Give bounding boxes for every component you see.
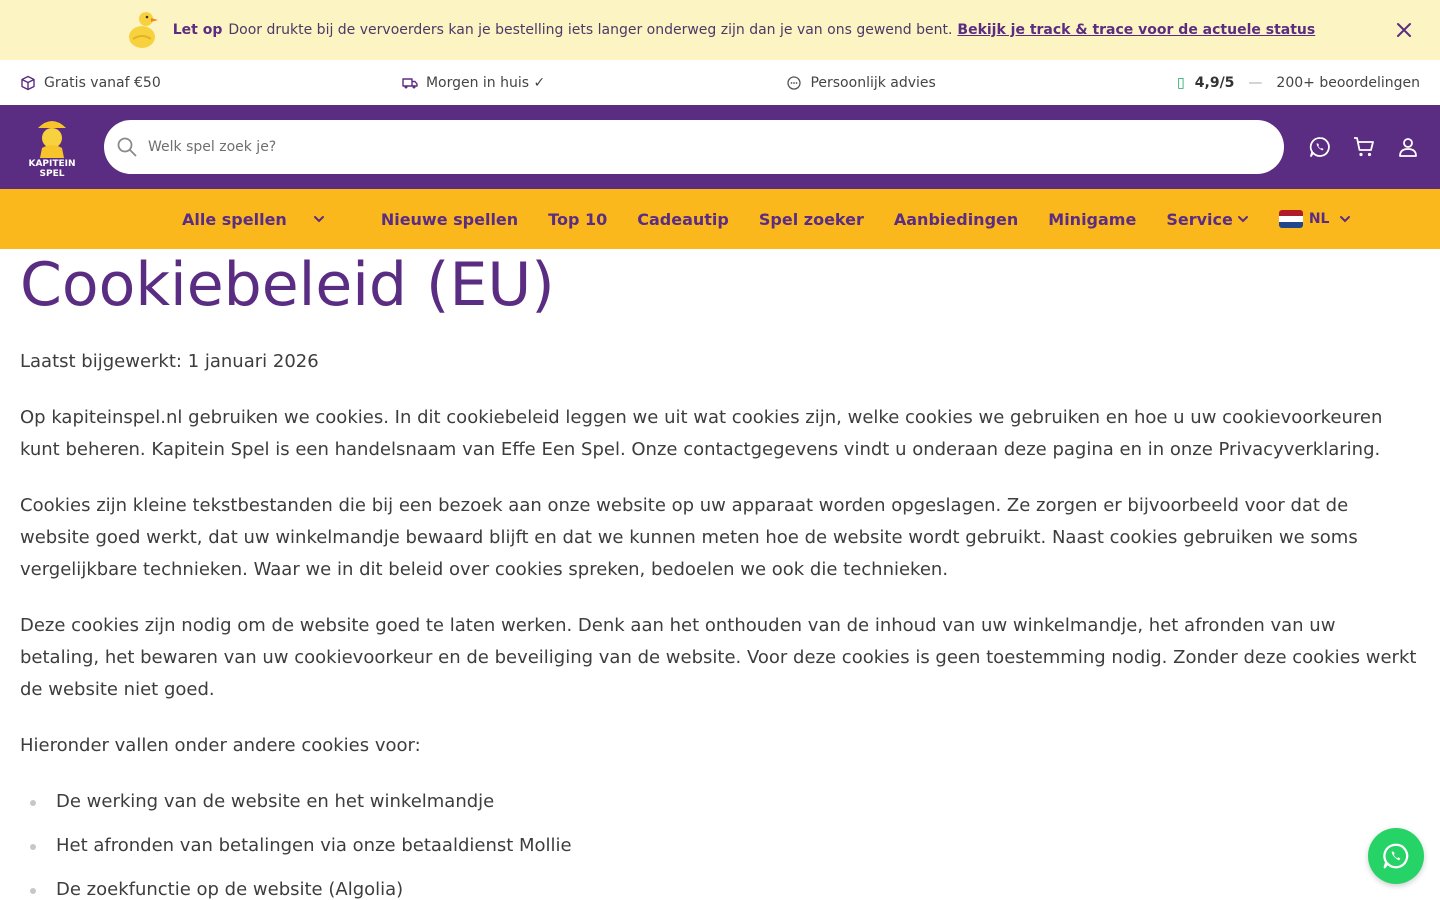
usp-advice-text: Persoonlijk advies [810, 74, 936, 91]
usp-delivery-text: Morgen in huis ✓ [425, 74, 546, 91]
language-label: NL [1308, 211, 1330, 227]
list-item: De werking van de website en het winkelmandje [20, 786, 1420, 818]
rating-dash: — [1248, 74, 1263, 91]
whatsapp-icon[interactable] [1308, 135, 1332, 159]
chevron-down-icon [1339, 213, 1351, 225]
logo-line1: KAPITEIN [28, 159, 76, 169]
cookies-definition-paragraph: Cookies zijn kleine tekstbestanden die bij een bezoek aan onze website op uw apparaat worden opgeslagen. Ze zorgen er bijvoorbeeld voor dat de website goed werkt, dat uw winkelmandje bewaard blijft en dat we kunnen meten hoe de website wordt gebruikt. Naast cookies gebruiken we soms vergelijkbare technieken. Waar we in dit beleid over cookies spreken, bedoelen we ook die technieken. [20, 495, 1358, 580]
chevron-down-icon [1237, 213, 1249, 225]
nav-alle-spellen-label: Alle spellen [182, 209, 287, 229]
whatsapp-icon [1381, 841, 1411, 871]
intro-paragraph: Op kapiteinspel.nl gebruiken we cookies. In dit cookiebeleid leggen we uit wat cookies zijn, welke cookies we gebruiken en hoe u uw cookievoorkeuren kunt beheren. Kapitein Spel is een handelsnaam van Effe Een Spel. Onze contactgegevens vindt u onderaan deze pagina en in onze Privacyverklaring. [20, 407, 1383, 460]
nl-flag-icon [1279, 210, 1303, 228]
last-updated: Laatst bijgewerkt: 1 januari 2026 [20, 351, 319, 372]
close-icon[interactable] [1394, 20, 1414, 40]
account-icon[interactable] [1396, 135, 1420, 159]
rating-score: 4,9/5 [1194, 74, 1235, 91]
logo[interactable] [24, 114, 80, 180]
list-item: De zoekfunctie op de website (Algolia) [20, 874, 1420, 900]
necessary-cookies-paragraph: Deze cookies zijn nodig om de website goed te laten werken. Denk aan het onthouden van de inhoud van uw winkelmandje, het afronden van uw betaling, het bewaren van uw cookievoorkeur en de beveiliging van de website. Voor deze cookies is geen toestemming nodig. Zonder deze cookies werkt de website niet goed. [20, 615, 1417, 700]
usp-delivery [402, 75, 545, 91]
notice-label: Let op [172, 22, 223, 38]
header-icons [1308, 135, 1420, 159]
chevron-down-icon[interactable] [313, 213, 325, 225]
list-intro: Hieronder vallen onder andere cookies voor: [20, 735, 421, 756]
site-header [0, 105, 1440, 189]
nav-cadeautip[interactable]: Cadeautip [637, 209, 729, 229]
nav-service[interactable] [1166, 210, 1249, 229]
page-content [0, 249, 1440, 900]
search-bar[interactable] [104, 120, 1284, 174]
nav-aanbiedingen[interactable]: Aanbiedingen [893, 209, 1019, 229]
truck-icon [402, 75, 418, 91]
nav-top-10[interactable]: Top 10 [548, 209, 608, 229]
usp-shipping [20, 75, 161, 91]
duck-icon [125, 9, 159, 51]
nav-spel-zoeker[interactable]: Spel zoeker [758, 209, 864, 229]
page-title: Cookiebeleid (EU) [20, 250, 555, 320]
list-item: Het afronden van betalingen via onze betaaldienst Mollie [20, 830, 1420, 862]
notice-bar [0, 0, 1440, 60]
usp-rating[interactable] [1177, 75, 1420, 91]
rating-star-icon: ▯ [1177, 74, 1185, 91]
usp-bar [0, 60, 1440, 105]
nav-alle-spellen[interactable] [182, 210, 351, 229]
box-icon [20, 75, 36, 91]
language-selector[interactable] [1279, 210, 1352, 228]
nav-nieuwe-spellen[interactable]: Nieuwe spellen [380, 209, 519, 229]
notice-text: Door drukte bij de vervoerders kan je bestelling iets langer onderweg zijn dan je van ons gewend bent. [228, 22, 953, 38]
search-icon [116, 136, 138, 158]
usp-advice [786, 75, 935, 91]
search-input[interactable] [148, 139, 1266, 155]
nav-service-label: Service [1166, 209, 1233, 229]
chat-icon [786, 75, 802, 91]
nav-minigame[interactable]: Minigame [1048, 209, 1137, 229]
main-nav [0, 189, 1440, 249]
cookie-purpose-list [20, 786, 1420, 900]
whatsapp-chat-button[interactable] [1368, 828, 1424, 884]
logo-line2: SPEL [39, 169, 65, 179]
track-trace-link[interactable]: Bekijk je track & trace voor de actuele status [957, 22, 1316, 38]
rating-count: 200+ beoordelingen [1276, 74, 1420, 91]
usp-shipping-text: Gratis vanaf €50 [44, 74, 161, 91]
cart-icon[interactable] [1352, 135, 1376, 159]
